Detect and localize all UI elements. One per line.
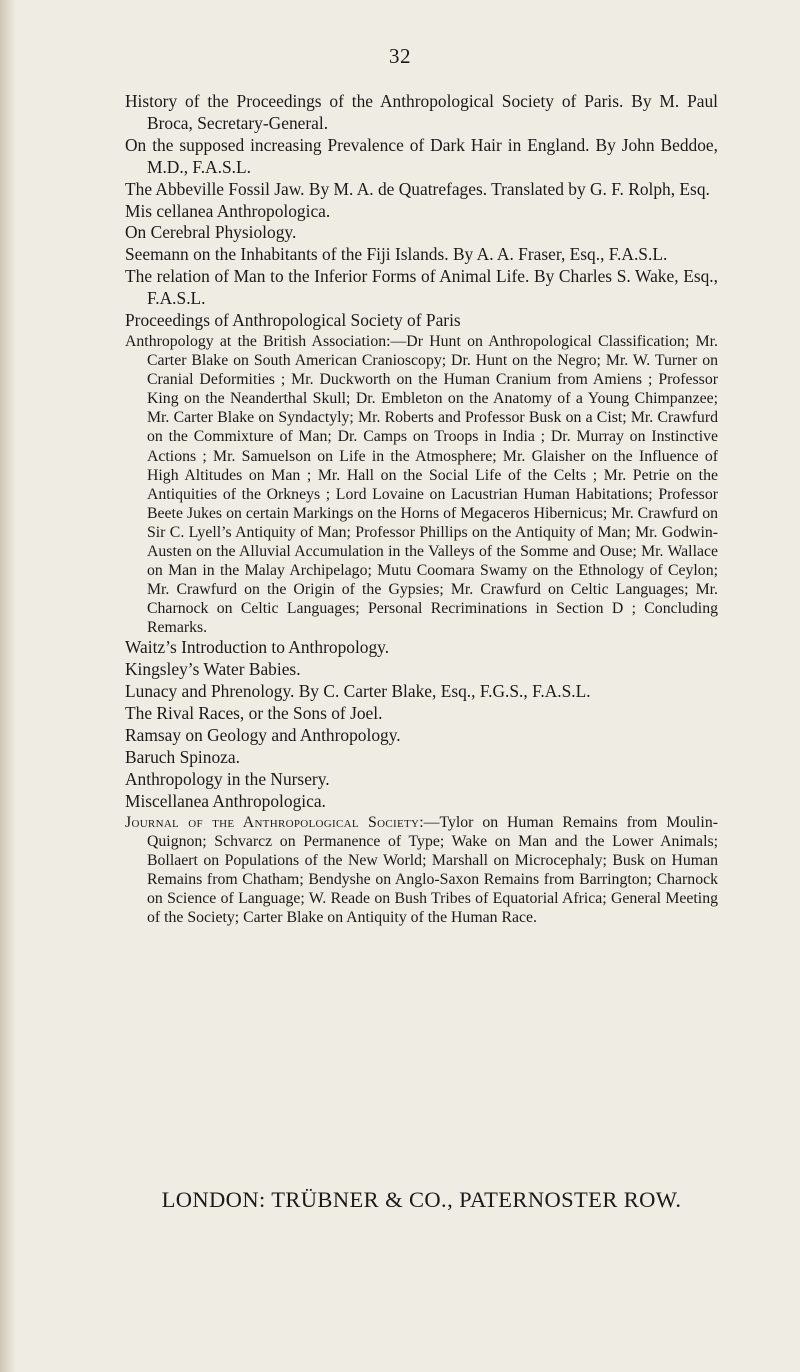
contents-entry: Anthropology in the Nursery. <box>125 768 330 789</box>
page-number: 32 <box>389 44 411 68</box>
publisher-imprint: LONDON: TRÜBNER & CO., PATERNOSTER ROW. <box>161 1187 682 1212</box>
contents-entry-british-association: Anthropology at the British Association:—Dr Hunt on Anthropological Classification; Mr. Carter Blake on South American Cranioscopy; Dr. Hunt on the Negro; Mr. W. Turner on Cranial Deformities ; Mr. Duckworth on the Human Cranium from Amiens ; Professor King on the Neanderthal Skull; Dr. Embleton on the Anatomy of a Young Chimpanzee; Mr. Carter Blake on Syndactyly; Mr. Roberts and Professor Busk on a Cist; Mr. Crawfurd on the Commixture of Man; Dr. Camps on Troops in India ; Dr. Murray on Instinctive Actions ; Mr. Samuelson on Life in the Atmosphere; Mr. Glaisher on the Influence of High Altitudes on Man ; Mr. Hall on the Social Life of the Celts ; Mr. Petrie on the Antiquities of the Orkneys ; Lord Lovaine on Lacustrian Human Habitations; Professor Beete Jukes on certain Markings on the Horns of Megaceros Hibernicus; Mr. Crawfurd on Sir C. Lyell’s Antiquity of Man; Professor Phillips on the Antiquity of Man; Mr. Godwin-Austen on the Alluvial Accumulation in the Valleys of the Somme and Ouse; Mr. Wallace on Man in the Malay Archipelago; Mutu Coomara Swamy on the Ethnology of Ceylon; Mr. Crawfurd on the Origin of the Gypsies; Mr. Crawfurd on Celtic Languages; Mr. Charnock on Celtic Languages; Personal Recriminations in Section D ; Concluding Remarks. <box>125 332 718 637</box>
contents-entry: The Abbeville Fossil Jaw. By M. A. de Quatrefages. Translated by G. F. Rolph, Esq. <box>125 178 710 199</box>
contents-entry: Kingsley’s Water Babies. <box>125 659 301 680</box>
contents-entry: Ramsay on Geology and Anthropology. <box>125 725 401 746</box>
contents-entry: On the supposed increasing Prevalence of Dark Hair in England. By John Beddoe, M.D., F.A.S.L. <box>125 134 718 177</box>
journal-contents: :—Tylor on Human Remains from Moulin-Quignon; Schvarcz on Permanence of Type; Wake on Man and the Lower Animals; Bollaert on Populations of the New World; Marshall on Microcephaly; Busk on Human Remains from Chatham; Bendyshe on Anglo-Saxon Remains from Barrington; Charnock on Science of Language; W. Reade on Bush Tribes of Equatorial Africa; General Meeting of the Society; Carter Blake on Antiquity of the Human Race. <box>147 813 718 927</box>
contents-list <box>125 91 718 927</box>
contents-entry: Baruch Spinoza. <box>125 747 240 767</box>
contents-entry: The Rival Races, or the Sons of Joel. <box>125 703 383 724</box>
contents-entry: Proceedings of Anthropological Society of Paris <box>125 310 461 331</box>
contents-entry: Lunacy and Phrenology. By C. Carter Blake, Esq., F.G.S., F.A.S.L. <box>125 681 591 702</box>
journal-heading: Journal of the Anthropological Society <box>125 813 420 831</box>
contents-entry: The relation of Man to the Inferior Forms of Animal Life. By Charles S. Wake, Esq., F.A.S.L. <box>125 266 718 309</box>
contents-entry: On Cerebral Physiology. <box>125 222 297 243</box>
contents-entry-journal <box>125 813 718 928</box>
contents-entry: Waitz’s Introduction to Anthropology. <box>125 637 390 658</box>
contents-entry: Miscellanea Anthropologica. <box>125 790 326 811</box>
contents-entry: Seemann on the Inhabitants of the Fiji Islands. By A. A. Fraser, Esq., F.A.S.L. <box>125 244 668 265</box>
contents-entry: Mis cellanea Anthropologica. <box>125 200 331 221</box>
contents-entry: History of the Proceedings of the Anthropological Society of Paris. By M. Paul Broca, Secretary-General. <box>125 91 718 133</box>
binding-edge <box>0 0 16 1372</box>
